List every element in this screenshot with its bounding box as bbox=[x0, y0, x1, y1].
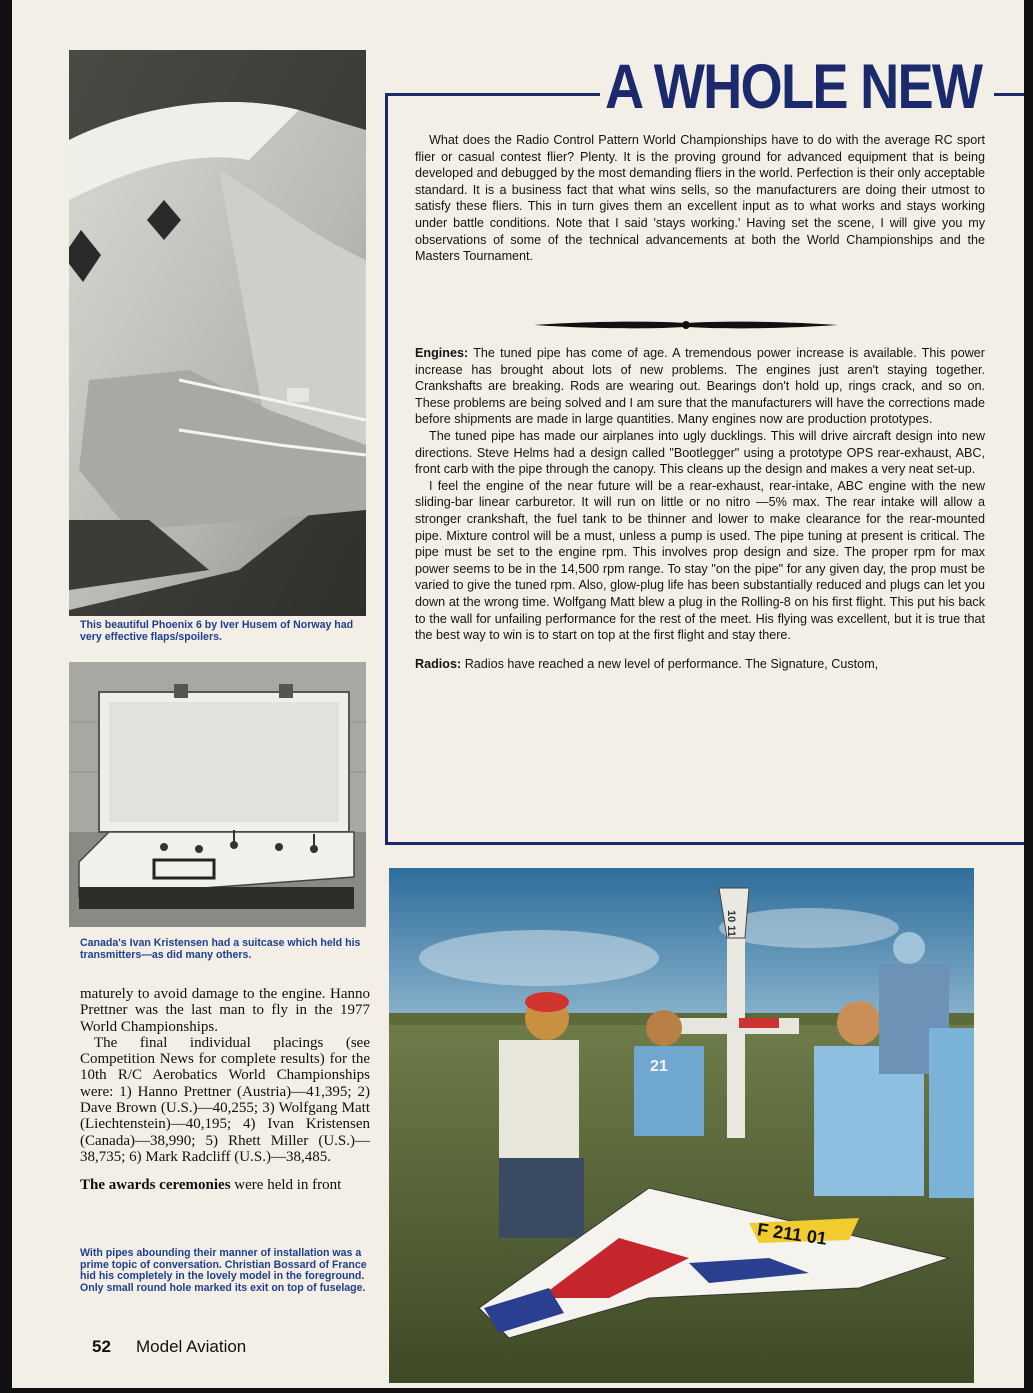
radios-lead: Radios: bbox=[415, 656, 462, 671]
box-left bbox=[385, 93, 388, 845]
engines-paragraph-3: I feel the engine of the near future will be a rear-exhaust, rear-intake, ABC engine with the new sliding-bar linear carburetor. It will run on little or no nitro —5% max. The rear intake will allow a stronger crankshaft, the fuel tank to be thinner and lower to make clearance for the rear-mounted pipe. Mixture control will be a must, unless a pump is used. The pipe tuning at present is critical. The pipe must be set to the engine rpm. This involves prop design and size. The proper rpm for max power seems to be in the 14,500 rpm range. To stay "on the pipe" for any given day, the prop must be varied to give the tuned rpm. Also, glow-plug life has been substantially reduced and plugs can let you down at the wrong time. Wolfgang Matt blew a plug in the Rolling-8 on his first flight. This put his back to the wall for unfailing performance for the rest of the meet. His flying was excellent, but it is true that the best way to win is to start on top at the first flight and stay there. bbox=[415, 478, 985, 643]
box-top-right bbox=[994, 93, 1024, 96]
box-top-left bbox=[385, 93, 600, 96]
left-column-text bbox=[80, 986, 370, 1194]
fin-registration: 10 11 bbox=[725, 910, 737, 937]
radios-text: Radios have reached a new level of performance. The Signature, Custom, bbox=[464, 656, 879, 671]
suitcase-caption: Canada's Ivan Kristensen had a suitcase which held his transmitters—as did many others. bbox=[80, 937, 361, 961]
engines-text-1: The tuned pipe has come of age. A tremendous power increase is available. This power increase has brought about lots of new problems. The engines just aren't staying together. Crankshafts are breaking. Rods are wearing out. Bearings don't hold up, rings crack, and so on. These problems are being solved and I am sure that the manufacturers will have the corrections made before shipments are made in large quantities. Many engines now are production prototypes. bbox=[415, 346, 985, 427]
pipes-caption: With pipes abounding their manner of installation was a prime topic of conversation. Christian Bossard of France hid his completely in the lovely model in the foreground. Only small round hole marked its exit on top of fuselage. bbox=[80, 1247, 367, 1294]
phoenix-caption: This beautiful Phoenix 6 by Iver Husem of Norway had very effective flaps/spoilers. bbox=[80, 619, 354, 643]
suitcase-photo-image bbox=[69, 662, 366, 927]
radios-paragraph bbox=[415, 656, 985, 673]
magazine-page bbox=[12, 0, 1024, 1388]
intro-paragraph: What does the Radio Control Pattern World Championships have to do with the average RC sport flier or casual contest flier? Plenty. It is the proving ground for advanced equipment that is being developed and debugged by the most demanding fliers in the world. Perfection is their only acceptable standard. It is a business fact that what wins sells, so the manufacturers are doing their utmost to satisfy these fliers. This in turn gives them an excellent input as to what works and stays working under battle conditions. Note that I said 'stays working.' Having set the scene, I will give you my observations of some of the technical advancements at both the World Championships and the Masters Tournament. bbox=[415, 133, 985, 264]
propeller-divider bbox=[534, 318, 838, 332]
field-photo-image bbox=[389, 868, 974, 1383]
phoenix-photo bbox=[69, 50, 366, 616]
phoenix-photo-image bbox=[69, 50, 366, 616]
headline: A WHOLE NEW bbox=[605, 52, 982, 122]
field-color-photo bbox=[389, 868, 974, 1383]
magazine-name: Model Aviation bbox=[136, 1337, 247, 1356]
suitcase-photo bbox=[69, 662, 366, 927]
intro-text bbox=[415, 132, 985, 265]
left-paragraph-3 bbox=[80, 1177, 370, 1193]
left-paragraph-1: maturely to avoid damage to the engine. Hanno Prettner was the last man to fly in the 1977 World Championships. bbox=[80, 986, 370, 1035]
awards-lead: The awards ceremonies bbox=[80, 1177, 231, 1194]
page-number: 52 bbox=[92, 1337, 111, 1356]
shirt-number: 21 bbox=[650, 1058, 668, 1075]
engines-section bbox=[415, 345, 985, 672]
awards-rest: were held in front bbox=[234, 1177, 342, 1194]
left-paragraph-2: The final individual placings (see Competition News for complete results) for the 10th R/C Aerobatics World Championships were: 1) Hanno Prettner (Austria)—41,395; 2) Dave Brown (U.S.)—40,255; 3) Wolfgang Matt (Liechtenstein)—40,195; 4) Ivan Kristensen (Canada)—38,990; 5) Rhett Miller (U.S.)—38,735; 6) Mark Radcliff (U.S.)—38,485. bbox=[80, 1034, 370, 1165]
box-bottom bbox=[385, 842, 1024, 845]
engines-lead: Engines: bbox=[415, 346, 469, 360]
wing-registration: F 211 01 bbox=[756, 1219, 829, 1249]
engines-paragraph-2: The tuned pipe has made our airplanes into ugly ducklings. This will drive aircraft design into new directions. Steve Helms had a design called "Bootlegger" using a prototype OPS rear-exhaust, ABC, front carb with the pipe through the canopy. This cleans up the design and makes a very neat set-up. bbox=[415, 428, 985, 477]
engines-paragraph-1 bbox=[415, 345, 985, 428]
